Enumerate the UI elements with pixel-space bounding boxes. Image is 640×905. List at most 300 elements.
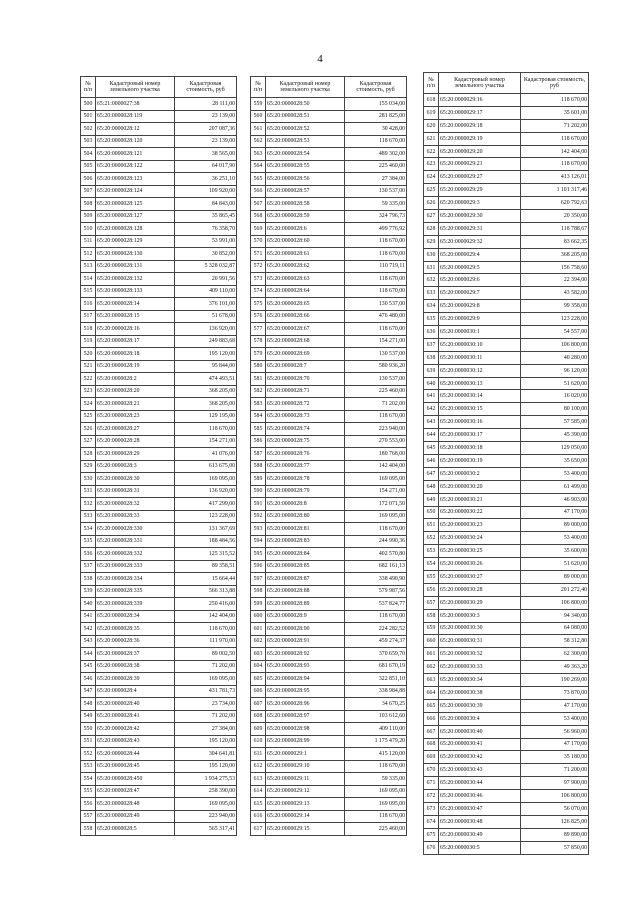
cadastral-number: 65:20:0000028:74: [266, 423, 345, 436]
cadastral-number: 65:20:0000028:331: [96, 535, 175, 548]
cadastral-value: 53 400,00: [521, 532, 589, 545]
cadastral-number: 65:20:0000028:42: [96, 723, 175, 736]
table-row: [251, 348, 407, 361]
cadastral-number: 65:20:0000028:5: [96, 823, 175, 836]
cadastral-value: 103 612,60: [345, 710, 407, 723]
table-row: [424, 390, 589, 403]
cadastral-value: 94 340,00: [521, 609, 589, 622]
row-number: 567: [251, 198, 266, 211]
table-row: [81, 148, 237, 161]
row-number: 558: [81, 823, 96, 836]
cadastral-number: 65:20:0000030:43: [439, 764, 521, 777]
cadastral-number: 65:20:0000029:12: [266, 785, 345, 798]
cadastral-value: 109 920,00: [175, 185, 237, 198]
cadastral-value: 118 670,00: [345, 810, 407, 823]
row-number: 620: [424, 119, 439, 132]
row-number: 598: [251, 585, 266, 598]
cadastral-number: 65:20:0000028:92: [266, 648, 345, 661]
cadastral-value: 142 404,00: [175, 610, 237, 623]
row-number: 570: [251, 235, 266, 248]
table-row: [251, 498, 407, 511]
row-number: 519: [81, 335, 96, 348]
page-number: 4: [317, 53, 323, 65]
cadastral-number: 65:20:0000028:9: [266, 610, 345, 623]
cadastral-value: 417 299,00: [175, 498, 237, 511]
table-row: [424, 338, 589, 351]
cadastral-number: 65:20:0000028:129: [96, 235, 175, 248]
table-row: [81, 498, 237, 511]
cadastral-number: 65:20:0000029:29: [439, 184, 521, 197]
row-number: 576: [251, 310, 266, 323]
table-row: [251, 285, 407, 298]
row-number: 503: [81, 135, 96, 148]
row-number: 610: [251, 735, 266, 748]
cadastral-value: 47 170,00: [521, 506, 589, 519]
cadastral-number: 65:20:0000028:83: [266, 535, 345, 548]
row-number: 621: [424, 132, 439, 145]
cadastral-number: 65:20:0000030:44: [439, 777, 521, 790]
cadastral-table-2: [250, 76, 407, 836]
cadastral-number: 65:20:0000030:22: [439, 506, 521, 519]
table-row: [424, 403, 589, 416]
table-row: [251, 410, 407, 423]
table-row: [424, 364, 589, 377]
table-row: [81, 673, 237, 686]
table-row: [81, 510, 237, 523]
table-row: [424, 248, 589, 261]
table-row: [81, 423, 237, 436]
cadastral-number: 65:20:0000028:120: [96, 135, 175, 148]
row-number: 507: [81, 185, 96, 198]
row-number: 572: [251, 260, 266, 273]
cadastral-value: 281 825,00: [345, 110, 407, 123]
cadastral-number: 65:20:0000030:42: [439, 751, 521, 764]
table-row: [424, 106, 589, 119]
cadastral-value: 46 903,00: [521, 493, 589, 506]
cadastral-number: 65:20:0000028:7: [266, 360, 345, 373]
cadastral-number: 65:20:0000028:122: [96, 160, 175, 173]
cadastral-value: 169 095,00: [175, 473, 237, 486]
cadastral-number: 65:20:0000028:61: [266, 248, 345, 261]
table-row: [251, 210, 407, 223]
cadastral-value: 59 335,00: [345, 198, 407, 211]
table-row: [424, 764, 589, 777]
cadastral-value: 45 390,00: [521, 429, 589, 442]
row-number: 673: [424, 802, 439, 815]
table-row: [251, 310, 407, 323]
cadastral-number: 65:20:0000030:3: [439, 609, 521, 622]
row-number: 638: [424, 351, 439, 364]
row-number: 584: [251, 410, 266, 423]
row-number: 544: [81, 648, 96, 661]
cadastral-value: 62 300,00: [521, 648, 589, 661]
cadastral-number: 65:20:0000028:85: [266, 560, 345, 573]
cadastral-number: 65:20:0000028:131: [96, 260, 175, 273]
row-number: 590: [251, 485, 266, 498]
row-number: 657: [424, 596, 439, 609]
cadastral-value: 223 940,00: [175, 810, 237, 823]
row-number: 531: [81, 485, 96, 498]
table-row: [81, 273, 237, 286]
table-row: [424, 558, 589, 571]
cadastral-value: 53 991,00: [175, 235, 237, 248]
cadastral-number: 65:20:0000028:48: [96, 798, 175, 811]
cadastral-number: 65:20:0000028:30: [96, 473, 175, 486]
table-row: [424, 622, 589, 635]
cadastral-number: 65:20:0000028:21: [96, 398, 175, 411]
table-row: [251, 710, 407, 723]
cadastral-value: 89 000,00: [521, 519, 589, 532]
table-row: [424, 132, 589, 145]
cadastral-number: 65:20:0000028:40: [96, 698, 175, 711]
cadastral-number: 65:20:0000030:30: [439, 622, 521, 635]
cadastral-value: 23 139,00: [175, 135, 237, 148]
table-row: [251, 660, 407, 673]
table-header: [81, 77, 237, 98]
table-row: [424, 841, 589, 854]
row-number: 654: [424, 558, 439, 571]
row-number: 633: [424, 287, 439, 300]
cadastral-value: 5 328 032,87: [175, 260, 237, 273]
table-row: [81, 235, 237, 248]
cadastral-number: 65:20:0000029:5: [439, 261, 521, 274]
cadastral-value: 118 670,00: [521, 94, 589, 107]
cadastral-number: 65:20:0000029:7: [439, 287, 521, 300]
cadastral-number: 65:20:0000028:123: [96, 173, 175, 186]
row-number: 578: [251, 335, 266, 348]
cadastral-value: 15 664,44: [175, 573, 237, 586]
cadastral-number: 65:20:0000028:91: [266, 635, 345, 648]
cadastral-value: 118 670,00: [345, 273, 407, 286]
cadastral-number: 65:20:0000028:96: [266, 698, 345, 711]
cadastral-value: 38 565,00: [175, 148, 237, 161]
cadastral-value: 73 870,00: [521, 686, 589, 699]
cadastral-value: 188 484,56: [175, 535, 237, 548]
row-number: 643: [424, 416, 439, 429]
table-row: [424, 583, 589, 596]
cadastral-number: 65:20:0000028:94: [266, 673, 345, 686]
cadastral-value: 118 670,00: [345, 285, 407, 298]
cadastral-value: 225 460,00: [345, 385, 407, 398]
cadastral-value: 123 228,00: [521, 313, 589, 326]
row-number: 577: [251, 323, 266, 336]
cadastral-value: 1 175 479,20: [345, 735, 407, 748]
table-row: [81, 135, 237, 148]
cadastral-number: 65:20:0000028:52: [266, 123, 345, 136]
cadastral-value: 83 662,35: [521, 235, 589, 248]
row-number: 580: [251, 360, 266, 373]
cadastral-number: 65:20:0000029:4: [439, 248, 521, 261]
cadastral-number: 65:20:0000028:119: [96, 110, 175, 123]
row-number: 645: [424, 442, 439, 455]
row-number: 629: [424, 235, 439, 248]
cadastral-number: 65:20:0000028:37: [96, 648, 175, 661]
cadastral-value: 22 394,00: [521, 274, 589, 287]
table-row: [251, 473, 407, 486]
cadastral-number: 65:20:0000029:9: [439, 313, 521, 326]
row-number: 652: [424, 532, 439, 545]
cadastral-value: 84 843,00: [175, 198, 237, 211]
cadastral-value: 368 205,00: [175, 398, 237, 411]
cadastral-number: 65:20:0000028:35: [96, 623, 175, 636]
table-row: [424, 635, 589, 648]
cadastral-number: 65:20:0000028:73: [266, 410, 345, 423]
cadastral-number: 65:20:0000028:80: [266, 510, 345, 523]
cadastral-number: 65:20:0000030:2: [439, 467, 521, 480]
row-number: 553: [81, 760, 96, 773]
cadastral-number: 65:20:0000028:127: [96, 210, 175, 223]
cadastral-value: 225 460,00: [345, 823, 407, 836]
header-cadastral-value: Кадастровая стоимость, руб: [175, 77, 237, 98]
table-row: [81, 660, 237, 673]
row-number: 532: [81, 498, 96, 511]
table-row: [424, 506, 589, 519]
cadastral-number: 65:20:0000029:32: [439, 235, 521, 248]
cadastral-value: 1 101 317,46: [521, 184, 589, 197]
table-row: [251, 198, 407, 211]
cadastral-number: 65:20:0000028:70: [266, 373, 345, 386]
table-row: [251, 335, 407, 348]
table-row: [251, 585, 407, 598]
row-number: 604: [251, 660, 266, 673]
row-number: 613: [251, 773, 266, 786]
cadastral-number: 65:20:0000028:334: [96, 573, 175, 586]
table-row: [424, 777, 589, 790]
cadastral-value: 368 205,00: [175, 385, 237, 398]
cadastral-number: 65:20:0000029:10: [266, 760, 345, 773]
cadastral-value: 89 000,00: [521, 570, 589, 583]
table-row: [81, 685, 237, 698]
row-number: 596: [251, 560, 266, 573]
row-number: 528: [81, 448, 96, 461]
table-row: [251, 98, 407, 111]
table-row: [81, 798, 237, 811]
header-cadastral-number: Кадастровый номер земельного участка: [266, 77, 345, 98]
cadastral-number: 65:20:0000028:79: [266, 485, 345, 498]
table-row: [81, 210, 237, 223]
cadastral-value: 136 920,00: [175, 485, 237, 498]
cadastral-value: 130 537,00: [345, 373, 407, 386]
table-row: [424, 712, 589, 725]
cadastral-number: 65:20:0000029:19: [439, 132, 521, 145]
cadastral-number: 65:20:0000028:124: [96, 185, 175, 198]
row-number: 646: [424, 454, 439, 467]
cadastral-number: 65:20:0000028:31: [96, 485, 175, 498]
row-number: 605: [251, 673, 266, 686]
cadastral-value: 409 110,00: [175, 285, 237, 298]
cadastral-value: 129 050,00: [521, 442, 589, 455]
cadastral-number: 65:20:0000028:27: [96, 423, 175, 436]
table-row: [81, 260, 237, 273]
row-number: 511: [81, 235, 96, 248]
cadastral-number: 65:20:0000030:23: [439, 519, 521, 532]
row-number: 555: [81, 785, 96, 798]
cadastral-value: 172 071,50: [345, 498, 407, 511]
cadastral-value: 537 824,77: [345, 598, 407, 611]
table-row: [81, 335, 237, 348]
table-row: [424, 738, 589, 751]
cadastral-value: 370 659,70: [345, 648, 407, 661]
table-row: [251, 235, 407, 248]
table-row: [81, 585, 237, 598]
table-row: [251, 223, 407, 236]
table-row: [81, 410, 237, 423]
cadastral-value: 142 404,00: [345, 460, 407, 473]
row-number: 663: [424, 674, 439, 687]
cadastral-value: 35 601,00: [521, 106, 589, 119]
row-number: 516: [81, 298, 96, 311]
row-number: 622: [424, 145, 439, 158]
row-number: 635: [424, 313, 439, 326]
table-row: [81, 573, 237, 586]
cadastral-number: 65:20:0000030:40: [439, 725, 521, 738]
row-number: 607: [251, 698, 266, 711]
cadastral-value: 180 768,00: [345, 448, 407, 461]
cadastral-number: 65:20:0000028:60: [266, 235, 345, 248]
cadastral-value: 106 800,00: [521, 596, 589, 609]
cadastral-number: 65:20:0000028:20: [96, 385, 175, 398]
cadastral-value: 169 095,00: [345, 510, 407, 523]
table-row: [251, 448, 407, 461]
cadastral-value: 49 363,20: [521, 661, 589, 674]
cadastral-number: 65:20:0000030:25: [439, 545, 521, 558]
cadastral-number: 65:20:0000030:17: [439, 429, 521, 442]
table-row: [81, 785, 237, 798]
cadastral-number: 65:20:0000028:32: [96, 498, 175, 511]
table-row: [424, 377, 589, 390]
cadastral-number: 65:20:0000030:29: [439, 596, 521, 609]
cadastral-value: 58 312,80: [521, 635, 589, 648]
row-number: 536: [81, 548, 96, 561]
table-row: [251, 573, 407, 586]
cadastral-number: 65:20:0000030:24: [439, 532, 521, 545]
table-row: [251, 598, 407, 611]
row-number: 648: [424, 480, 439, 493]
table-row: [251, 723, 407, 736]
cadastral-number: 65:20:0000028:65: [266, 298, 345, 311]
table-row: [81, 385, 237, 398]
table-row: [251, 773, 407, 786]
cadastral-number: 65:20:0000029:21: [439, 158, 521, 171]
row-number: 664: [424, 686, 439, 699]
table-row: [424, 171, 589, 184]
cadastral-value: 190 269,00: [521, 674, 589, 687]
cadastral-value: 30 852,00: [175, 248, 237, 261]
table-row: [251, 610, 407, 623]
row-number: 559: [251, 98, 266, 111]
table-row: [424, 442, 589, 455]
table-row: [81, 698, 237, 711]
cadastral-number: 65:20:0000028:67: [266, 323, 345, 336]
table-row: [81, 810, 237, 823]
cadastral-number: 65:20:0000028:23: [96, 410, 175, 423]
table-row: [81, 123, 237, 136]
table-row: [424, 480, 589, 493]
cadastral-number: 65:20:0000030:16: [439, 416, 521, 429]
cadastral-number: 65:20:0000028:330: [96, 523, 175, 536]
row-number: 627: [424, 210, 439, 223]
cadastral-value: 169 095,00: [175, 798, 237, 811]
cadastral-value: 415 120,00: [345, 748, 407, 761]
row-number: 616: [251, 810, 266, 823]
table-row: [424, 532, 589, 545]
row-number: 527: [81, 435, 96, 448]
cadastral-number: 65:20:0000030:11: [439, 351, 521, 364]
table-row: [81, 535, 237, 548]
cadastral-value: 338 490,90: [345, 573, 407, 586]
row-number: 625: [424, 184, 439, 197]
table-row: [81, 610, 237, 623]
cadastral-number: 65:20:0000030:46: [439, 790, 521, 803]
row-number: 502: [81, 123, 96, 136]
cadastral-value: 225 460,00: [345, 160, 407, 173]
cadastral-number: 65:20:0000030:41: [439, 738, 521, 751]
table-row: [251, 523, 407, 536]
table-row: [251, 685, 407, 698]
cadastral-value: 476 480,00: [345, 310, 407, 323]
cadastral-value: 566 313,88: [175, 585, 237, 598]
cadastral-number: 65:20:0000028:4: [96, 685, 175, 698]
row-number: 670: [424, 764, 439, 777]
cadastral-value: 57 850,00: [521, 841, 589, 854]
cadastral-number: 65:20:0000028:18: [96, 348, 175, 361]
row-number: 539: [81, 585, 96, 598]
cadastral-number: 65:20:0000028:53: [266, 135, 345, 148]
cadastral-number: 65:20:0000028:333: [96, 560, 175, 573]
row-number: 623: [424, 158, 439, 171]
table-row: [81, 248, 237, 261]
row-number: 586: [251, 435, 266, 448]
cadastral-number: 65:20:0000028:19: [96, 360, 175, 373]
row-number: 589: [251, 473, 266, 486]
table-row: [251, 323, 407, 336]
cadastral-number: 65:20:0000028:69: [266, 348, 345, 361]
cadastral-value: 499 776,92: [345, 223, 407, 236]
row-number: 661: [424, 648, 439, 661]
row-number: 641: [424, 390, 439, 403]
cadastral-value: 368 205,00: [521, 248, 589, 261]
table-row: [424, 570, 589, 583]
table-row: [424, 429, 589, 442]
cadastral-number: 65:20:0000028:93: [266, 660, 345, 673]
row-number: 647: [424, 467, 439, 480]
cadastral-value: 130 537,00: [345, 185, 407, 198]
row-number: 514: [81, 273, 96, 286]
row-number: 588: [251, 460, 266, 473]
row-number: 563: [251, 148, 266, 161]
table-row: [81, 185, 237, 198]
cadastral-value: 97 900,00: [521, 777, 589, 790]
row-number: 508: [81, 198, 96, 211]
cadastral-number: 65:20:0000028:130: [96, 248, 175, 261]
cadastral-number: 65:20:0000028:84: [266, 548, 345, 561]
cadastral-value: 53 400,00: [521, 467, 589, 480]
cadastral-value: 27 384,00: [345, 173, 407, 186]
row-number: 632: [424, 274, 439, 287]
table-row: [251, 298, 407, 311]
cadastral-number: 65:20:0000028:450: [96, 773, 175, 786]
row-number: 594: [251, 535, 266, 548]
table-row: [81, 773, 237, 786]
cadastral-value: 126 825,00: [521, 815, 589, 828]
cadastral-number: 65:20:0000030:27: [439, 570, 521, 583]
cadastral-number: 65:20:0000028:15: [96, 310, 175, 323]
row-number: 637: [424, 338, 439, 351]
table-row: [424, 274, 589, 287]
cadastral-number: 65:20:0000030:21: [439, 493, 521, 506]
cadastral-value: 207 087,36: [175, 123, 237, 136]
cadastral-value: 250 416,00: [175, 598, 237, 611]
